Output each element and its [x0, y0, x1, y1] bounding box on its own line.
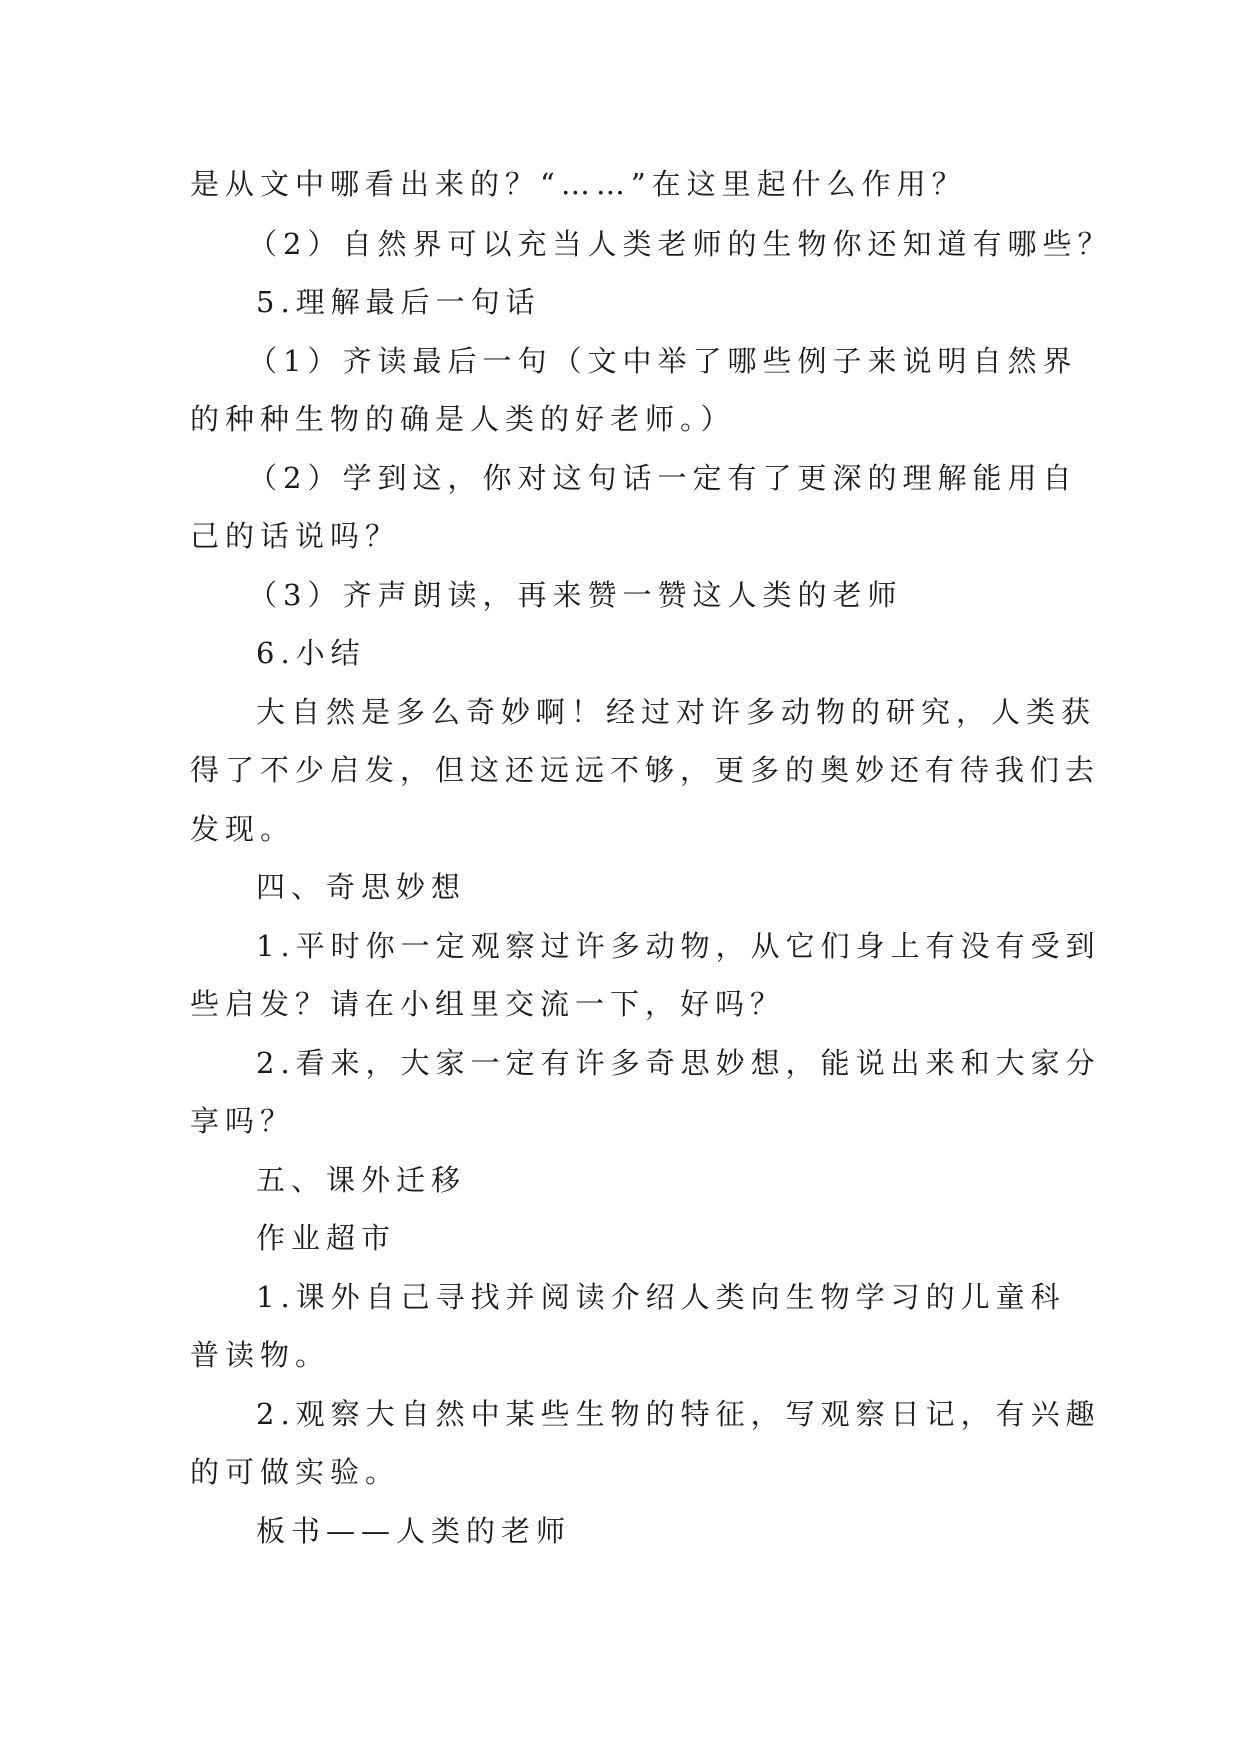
text-line: 板书——人类的老师: [256, 1514, 572, 1548]
text-line: 1.平时你一定观察过许多动物，从它们身上有没有受到: [256, 929, 1101, 963]
text-line: 普读物。: [190, 1338, 331, 1372]
text-line: 些启发？请在小组里交流一下，好吗？: [190, 987, 786, 1021]
text-line: 享吗？: [190, 1104, 296, 1138]
text-line: 发现。: [190, 812, 296, 846]
text-line: 的可做实验。: [190, 1455, 401, 1489]
text-line: 作业超市: [256, 1221, 397, 1255]
text-line: 己的话说吗？: [190, 519, 401, 553]
text-line: （2）自然界可以充当人类老师的生物你还知道有哪些？: [248, 227, 1113, 261]
section-heading: 5.理解最后一句话: [256, 285, 541, 319]
text-line: 2.看来，大家一定有许多奇思妙想，能说出来和大家分: [256, 1046, 1101, 1080]
text-line: （1）齐读最后一句（文中举了哪些例子来说明自然界: [248, 344, 1078, 378]
text-line: 大自然是多么奇妙啊！经过对许多动物的研究，人类获: [256, 695, 1097, 729]
text-line: （2）学到这，你对这句话一定有了更深的理解能用自: [248, 461, 1078, 495]
section-heading: 四、奇思妙想: [256, 870, 467, 904]
text-line: 是从文中哪看出来的？“……”在这里起什么作用？: [190, 167, 967, 201]
text-line: （3）齐声朗读，再来赞一赞这人类的老师: [248, 578, 903, 612]
text-line: 2.观察大自然中某些生物的特征，写观察日记，有兴趣: [256, 1397, 1101, 1431]
section-heading: 五、课外迁移: [256, 1163, 467, 1197]
text-line: 的种种生物的确是人类的好老师。）: [190, 402, 736, 436]
section-heading: 6.小结: [256, 636, 366, 670]
text-line: 得了不少启发，但这还远远不够，更多的奥妙还有待我们去: [190, 753, 1101, 787]
text-line: 1.课外自己寻找并阅读介绍人类向生物学习的儿童科: [256, 1280, 1066, 1314]
